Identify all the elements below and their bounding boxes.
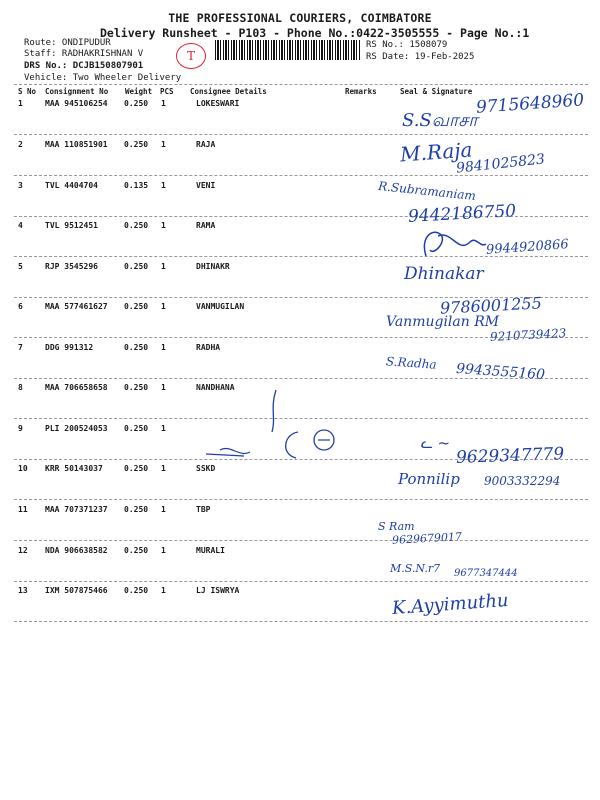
row-pcs: 1 bbox=[161, 302, 166, 311]
handwritten-phone: 9210739423 bbox=[489, 326, 567, 344]
rs-number: RS No.: 1508079 bbox=[366, 40, 448, 50]
staff-field: Staff: RADHAKRISHNAN V bbox=[24, 49, 144, 59]
consignment-number: TVL 4404704 bbox=[45, 181, 98, 190]
row-pcs: 1 bbox=[161, 505, 166, 514]
handwritten-signature: S.Sவாசா bbox=[402, 110, 478, 131]
handwritten-phone: 9629679017 bbox=[391, 530, 463, 547]
handwritten-signature: Vanmugilan RM bbox=[386, 314, 500, 330]
col-pcs: PCS bbox=[160, 87, 174, 96]
table-row bbox=[0, 586, 600, 626]
consignee-name: NANDHANA bbox=[196, 383, 235, 392]
vehicle-field: Vehicle: Two Wheeler Delivery bbox=[24, 73, 182, 83]
col-weight: Weight bbox=[125, 87, 153, 96]
handwritten-signature: S.Radha bbox=[385, 354, 438, 372]
handwritten-phone: 9944920866 bbox=[485, 237, 570, 258]
consignment-number: MAA 706658658 bbox=[45, 383, 108, 392]
rs-date: RS Date: 19-Feb-2025 bbox=[366, 52, 475, 62]
row-sno: 12 bbox=[18, 546, 28, 555]
handwritten-signature: M.S.N.r7 bbox=[390, 562, 441, 575]
row-weight: 0.250 bbox=[124, 546, 149, 555]
row-weight: 0.135 bbox=[124, 181, 149, 190]
row-weight: 0.250 bbox=[124, 464, 149, 473]
drs-field: DRS No.: DCJB150807901 bbox=[24, 61, 144, 71]
handwritten-phone: 9786001255 bbox=[439, 293, 543, 318]
row-divider bbox=[14, 581, 588, 582]
handwritten-signature: S Ram bbox=[378, 520, 415, 533]
row-pcs: 1 bbox=[161, 99, 166, 108]
consignee-name: RAJA bbox=[196, 140, 216, 149]
handwritten-phone: 9677347444 bbox=[454, 568, 518, 579]
stamp-mark: T bbox=[176, 43, 206, 69]
consignment-number: RJP 3545296 bbox=[45, 262, 98, 271]
row-divider bbox=[14, 499, 588, 500]
row-sno: 1 bbox=[18, 99, 23, 108]
consignment-number: KRR 50143037 bbox=[45, 464, 103, 473]
row-divider bbox=[14, 621, 588, 622]
row-divider bbox=[14, 175, 588, 176]
row-sno: 13 bbox=[18, 586, 28, 595]
row-sno: 7 bbox=[18, 343, 23, 352]
row-sno: 11 bbox=[18, 505, 28, 514]
handwritten-signature: R.Subramaniam bbox=[377, 178, 477, 204]
handwritten-phone: 9629347779 bbox=[455, 444, 565, 468]
consignee-name: TBP bbox=[196, 505, 211, 514]
row-pcs: 1 bbox=[161, 181, 166, 190]
row-pcs: 1 bbox=[161, 586, 166, 595]
consignee-name: LOKESWARI bbox=[196, 99, 240, 108]
handwritten-phone: 9841025823 bbox=[455, 151, 546, 177]
header-divider bbox=[14, 84, 588, 85]
consignee-name: LJ ISWRYA bbox=[196, 586, 240, 595]
handwritten-signature: Ponnilip bbox=[398, 470, 460, 488]
row-sno: 5 bbox=[18, 262, 23, 271]
row-weight: 0.250 bbox=[124, 383, 149, 392]
row-sno: 10 bbox=[18, 464, 28, 473]
row-sno: 8 bbox=[18, 383, 23, 392]
row-weight: 0.250 bbox=[124, 302, 149, 311]
row-weight: 0.250 bbox=[124, 99, 149, 108]
row-pcs: 1 bbox=[161, 464, 166, 473]
consignment-number: PLI 200524053 bbox=[45, 424, 108, 433]
col-consignee: Consignee Details bbox=[190, 87, 267, 96]
row-weight: 0.250 bbox=[124, 424, 149, 433]
handwritten-signature: Dhinakar bbox=[404, 264, 484, 284]
consignment-number: TVL 9512451 bbox=[45, 221, 98, 230]
row-sno: 9 bbox=[18, 424, 23, 433]
consignee-name: RAMA bbox=[196, 221, 216, 230]
row-divider bbox=[14, 134, 588, 135]
row-pcs: 1 bbox=[161, 383, 166, 392]
row-weight: 0.250 bbox=[124, 505, 149, 514]
runsheet-subtitle: Delivery Runsheet - P103 - Phone No.:0422-3505555 - Page No.:1 bbox=[100, 26, 530, 40]
company-title: THE PROFESSIONAL COURIERS, COIMBATORE bbox=[168, 11, 432, 25]
row-sno: 6 bbox=[18, 302, 23, 311]
handwritten-signature: M.Raja bbox=[399, 137, 474, 167]
handwritten-mark: ᓚ ~ bbox=[420, 434, 451, 452]
row-sno: 4 bbox=[18, 221, 23, 230]
table-row bbox=[0, 546, 600, 586]
consignee-name: SSKD bbox=[196, 464, 216, 473]
col-sno: S No bbox=[18, 87, 37, 96]
row-sno: 3 bbox=[18, 181, 23, 190]
handwritten-phone: 9003332294 bbox=[484, 474, 561, 488]
handwritten-phone: 9442186750 bbox=[407, 201, 517, 227]
handwritten-phone: 9943555160 bbox=[455, 360, 546, 384]
row-pcs: 1 bbox=[161, 343, 166, 352]
consignee-name: MURALI bbox=[196, 546, 225, 555]
row-pcs: 1 bbox=[161, 424, 166, 433]
row-sno: 2 bbox=[18, 140, 23, 149]
row-pcs: 1 bbox=[161, 546, 166, 555]
row-pcs: 1 bbox=[161, 140, 166, 149]
row-pcs: 1 bbox=[161, 262, 166, 271]
barcode-image bbox=[215, 40, 360, 60]
col-seal-signature: Seal & Signature bbox=[400, 87, 473, 96]
consignment-number: DDG 991312 bbox=[45, 343, 94, 352]
consignee-name: RADHA bbox=[196, 343, 221, 352]
route-field: Route: ONDIPUDUR bbox=[24, 38, 111, 48]
row-pcs: 1 bbox=[161, 221, 166, 230]
signature-scribble bbox=[418, 226, 488, 262]
row-weight: 0.250 bbox=[124, 221, 149, 230]
handwritten-signature: K.Ayyimuthu bbox=[391, 589, 510, 620]
consignee-name: VENI bbox=[196, 181, 216, 190]
row-weight: 0.250 bbox=[124, 262, 149, 271]
consignee-name: DHINAKR bbox=[196, 262, 230, 271]
consignment-number: NDA 906638582 bbox=[45, 546, 108, 555]
row-weight: 0.250 bbox=[124, 343, 149, 352]
consignment-number: MAA 707371237 bbox=[45, 505, 108, 514]
consignment-number: MAA 945106254 bbox=[45, 99, 108, 108]
row-weight: 0.250 bbox=[124, 140, 149, 149]
consignee-name: VANMUGILAN bbox=[196, 302, 245, 311]
row-divider bbox=[14, 540, 588, 541]
table-row bbox=[0, 505, 600, 545]
consignment-number: IXM 507875466 bbox=[45, 586, 108, 595]
row-weight: 0.250 bbox=[124, 586, 149, 595]
col-remarks: Remarks bbox=[345, 87, 377, 96]
consignment-number: MAA 577461627 bbox=[45, 302, 108, 311]
consignment-number: MAA 110851901 bbox=[45, 140, 108, 149]
handwritten-phone: 9715648960 bbox=[475, 90, 585, 118]
signature-scribble bbox=[200, 384, 350, 464]
col-consignment: Consignment No bbox=[45, 87, 109, 96]
